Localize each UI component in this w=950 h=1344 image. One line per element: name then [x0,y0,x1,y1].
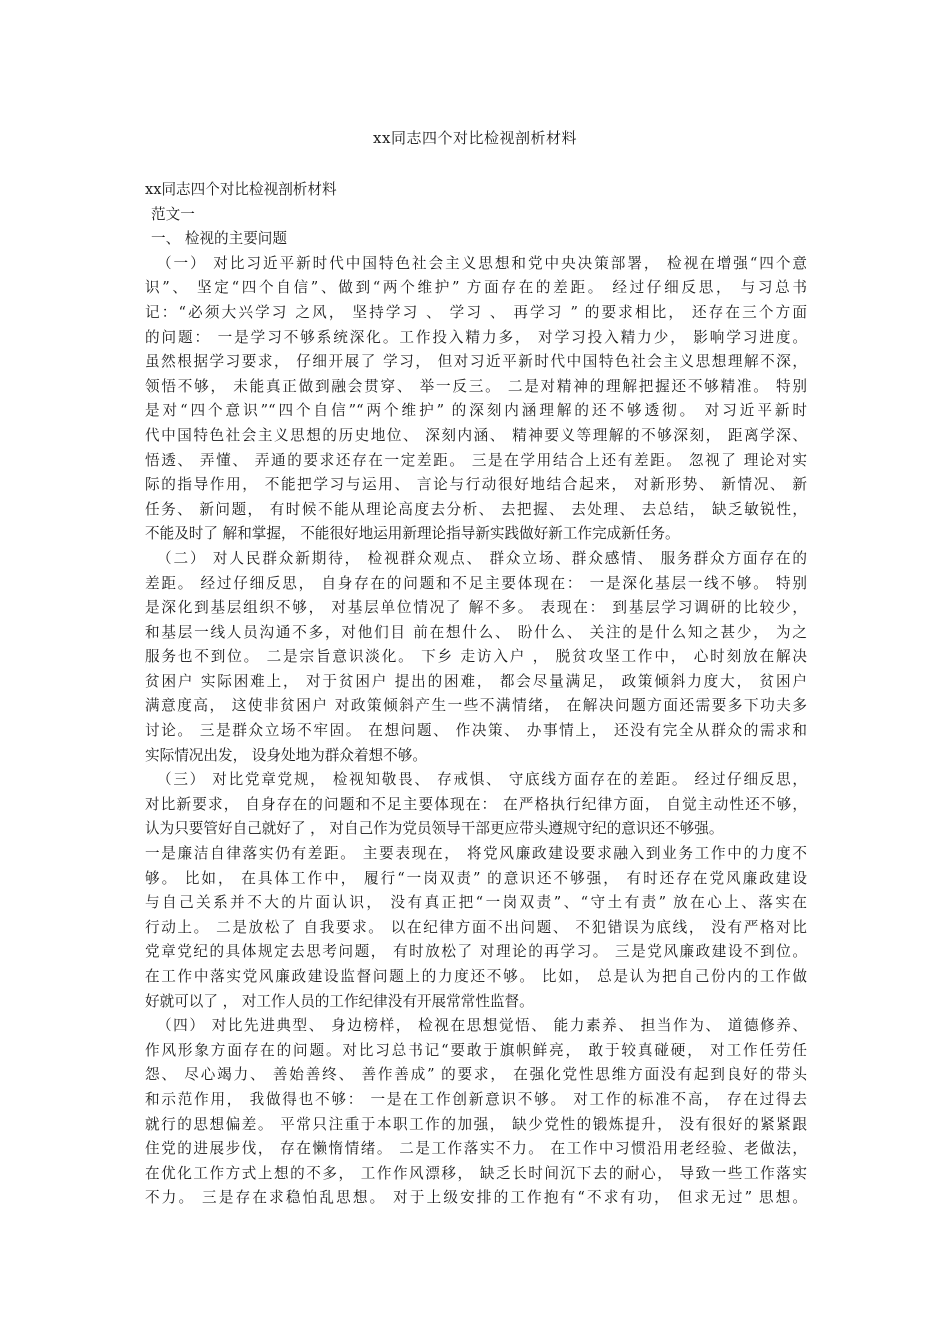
text-line: 代中国特色社会主义思想的历史地位、 深刻内涵、 精神要义等理解的不够深刻， 距离学深、 [145,426,807,444]
text-line: 不力。 三是存在求稳怕乱思想。 对于上级安排的工作抱有“不求有功， 但求无过” 思想。 [145,1189,807,1207]
text-line: 是深化到基层组织不够， 对基层单位情况了 解不多。 表现在： 到基层学习调研的比较少， [145,599,807,617]
text-line: 悟透、 弄懂、 弄通的要求还存在一定差距。 三是在学用结合上还有差距。 忽视了 理论对实 [145,451,807,469]
document-body [145,178,807,1211]
text-line: 识”、 坚定“四个自信”、做到“两个维护” 方面存在的差距。 经过仔细反思， 与习总书 [145,279,807,297]
text-line: 就行的思想偏差。 平常只注重于本职工作的加强， 缺少党性的锻炼提升， 没有很好的紧紧跟 [145,1115,807,1133]
text-line: 领悟不够， 未能真正做到融会贯穿、 举一反三。 二是对精神的理解把握还不够精准。 特别 [145,377,807,395]
text-line: 满意度高， 这使非贫困户 对政策倾斜产生一些不满情绪， 在解决问题方面还需要多下功夫多 [145,697,807,715]
text-line: 范文一 [151,205,195,223]
text-line: （二） 对人民群众新期待， 检视群众观点、 群众立场、群众感情、 服务群众方面存在的 [157,549,807,567]
text-line: 一、 检视的主要问题 [151,230,287,248]
text-line: xx同志四个对比检视剖析材料 [145,181,337,198]
text-line: 好就可以了 ， 对工作人员的工作纪律没有开展常常性监督。 [145,992,534,1010]
text-line: 行动上。 二是放松了 自我要求。 以在纪律方面不出问题、 不犯错误为底线， 没有严格对比 [145,918,807,936]
text-line: 不能及时了 解和掌握， 不能很好地运用新理论指导新实践做好新工作完成新任务。 [145,525,680,543]
text-line: 和基层一线人员沟通不多，对他们目 前在想什么、 盼什么、 关注的是什么知之甚少， 为之 [145,623,807,641]
text-line: 和示范作用， 我做得也不够： 一是在工作创新意识不够。 对工作的标准不高， 存在过得去 [145,1090,807,1108]
text-line: 虽然根据学习要求， 仔细开展了 学习， 但对习近平新时代中国特色社会主义思想理解不深， [145,353,807,371]
text-line: 对比新要求， 自身存在的问题和不足主要体现在： 在严格执行纪律方面， 自觉主动性还不够， [145,795,807,813]
text-line: 住党的进展步伐， 存在懒惰情绪。 二是工作落实不力。 在工作中习惯沿用老经验、老做法， [145,1140,807,1158]
text-line: 的问题： 一是学习不够系统深化。工作投入精力多， 对学习投入精力少， 影响学习进度。 [145,328,807,346]
text-line: （三） 对比党章党规， 检视知敬畏、 存戒惧、 守底线方面存在的差距。 经过仔细反思， [157,771,807,789]
text-line: 贫困户 实际困难上， 对于贫困户 提出的困难， 都会尽量满足， 政策倾斜力度大， 贫困户 [145,672,807,690]
text-line: 与自己关系并不大的片面认识， 没有真正把“一岗双责”、“守土有责” 放在心上、落实在 [145,894,807,912]
text-line: 任务、 新问题， 有时候不能从理论高度去分析、 去把握、 去处理、 去总结， 缺乏敏锐性， [145,500,807,518]
text-line: 实际情况出发， 设身处地为群众着想不够。 [145,746,427,764]
text-line: 是对“四个意识”“四个自信”“两个维护” 的深刻内涵理解的还不够透彻。 对习近平新时 [145,402,807,420]
text-line: 作风形象方面存在的问题。对比习总书记“要敢于旗帜鲜亮， 敢于较真碰硬， 对工作任劳任 [145,1041,807,1059]
text-line: 讨论。 三是群众立场不牢固。 在想问题、 作决策、 办事情上， 还没有完全从群众的需求和 [145,722,807,740]
text-line: 党章党纪的具体规定去思考问题， 有时放松了 对理论的再学习。 三是党风廉政建设不到位。 [145,943,807,961]
document-title: xx同志四个对比检视剖析材料 [373,129,577,147]
text-line: 怨、 尽心竭力、 善始善终、 善作善成” 的要求， 在强化党性思维方面没有起到良好的带头 [145,1066,807,1084]
text-line: 差距。 经过仔细反思， 自身存在的问题和不足主要体现在： 一是深化基层一线不够。 特别 [145,574,807,592]
text-line: （四） 对比先进典型、 身边榜样， 检视在思想觉悟、 能力素养、 担当作为、 道德修养、 [157,1017,807,1035]
text-line: 一是廉洁自律落实仍有差距。 主要表现在， 将党风廉政建设要求融入到业务工作中的力度不 [145,845,807,863]
text-line: 认为只要管好自己就好了 ， 对自己作为党员领导干部更应带头遵规守纪的意识还不够强。 [145,820,724,838]
text-line: （一） 对比习近平新时代中国特色社会主义思想和党中央决策部署， 检视在增强“四个意 [157,254,807,272]
text-line: 在优化工作方式上想的不多， 工作作风漂移， 缺乏长时间沉下去的耐心， 导致一些工作落实 [145,1164,807,1182]
text-line: 在工作中落实党风廉政建设监督问题上的力度还不够。 比如， 总是认为把自己份内的工作做 [145,968,807,985]
text-line: 记：“必须大兴学习 之风， 坚持学习 、 学习 、 再学习 ” 的要求相比， 还存在三个方面 [145,303,807,321]
text-line: 够。 比如， 在具体工作中， 履行“一岗双责” 的意识还不够强， 有时还存在党风廉政建设 [145,869,807,887]
text-line: 际的指导作用， 不能把学习与运用、 言论与行动很好地结合起来， 对新形势、 新情况、 新 [145,476,807,494]
text-line: 服务也不到位。 二是宗旨意识淡化。 下乡 走访入户 ， 脱贫攻坚工作中， 心时刻放在解决 [145,648,807,666]
